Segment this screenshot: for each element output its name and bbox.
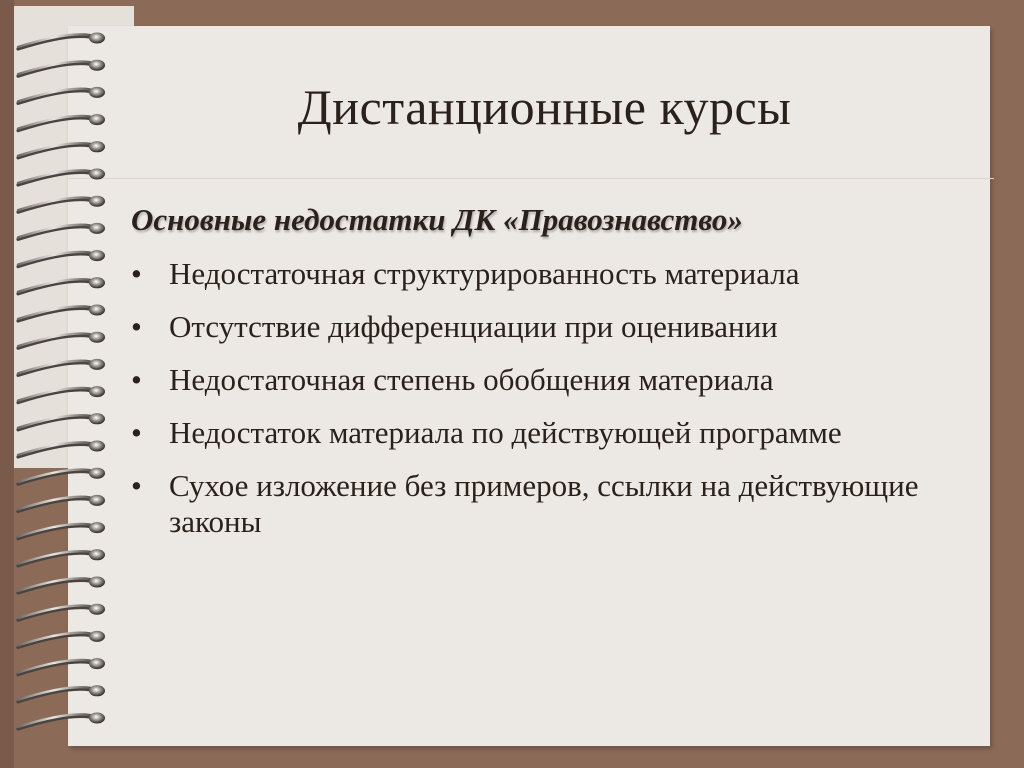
list-item — [131, 415, 951, 451]
spiral-coil — [18, 441, 105, 458]
spiral-coil — [18, 468, 105, 485]
bullet-icon: • — [131, 256, 142, 291]
spiral-coil — [18, 413, 105, 430]
list-item-text: Сухое изложение без примеров, ссылки на действующие законы — [169, 468, 919, 539]
spiral-coil — [18, 305, 105, 322]
spiral-coil — [18, 685, 105, 702]
spiral-coil — [18, 169, 105, 186]
list-item — [131, 309, 951, 345]
list-item-text: Недостаточная степень обобщения материала — [169, 362, 774, 397]
bullet-icon: • — [131, 362, 142, 397]
section-subheading: Основные недостатки ДК «Правознавство» — [131, 202, 743, 237]
list-item-text: Недостаточная структурированность материала — [169, 256, 800, 291]
spiral-coil — [18, 604, 105, 621]
spiral-coil — [18, 33, 105, 50]
spiral-coil — [18, 60, 105, 77]
bullet-icon: • — [131, 309, 142, 344]
spiral-coil — [18, 359, 105, 376]
spiral-coil — [18, 713, 105, 730]
spiral-coil — [18, 658, 105, 675]
list-item — [131, 256, 951, 292]
slide-title: Дистанционные курсы — [297, 79, 792, 135]
bullet-icon: • — [131, 415, 142, 450]
list-item-text: Недостаток материала по действующей программе — [169, 415, 842, 450]
spiral-coil — [18, 277, 105, 294]
spiral-coil — [18, 223, 105, 240]
list-item-text: Отсутствие дифференциации при оценивании — [169, 309, 778, 344]
spiral-coil — [18, 250, 105, 267]
list-item — [131, 362, 951, 398]
bullet-icon: • — [131, 468, 142, 503]
spiral-coil — [18, 196, 105, 213]
spiral-coil — [18, 332, 105, 349]
title-divider — [68, 178, 994, 179]
spiral-coil — [18, 631, 105, 648]
spiral-coil — [18, 577, 105, 594]
spiral-coil — [18, 549, 105, 566]
list-item — [131, 468, 951, 540]
spiral-coil — [18, 495, 105, 512]
bullet-list — [131, 256, 951, 557]
spiral-coil — [18, 522, 105, 539]
spiral-coil — [18, 386, 105, 403]
spiral-coil — [18, 141, 105, 158]
